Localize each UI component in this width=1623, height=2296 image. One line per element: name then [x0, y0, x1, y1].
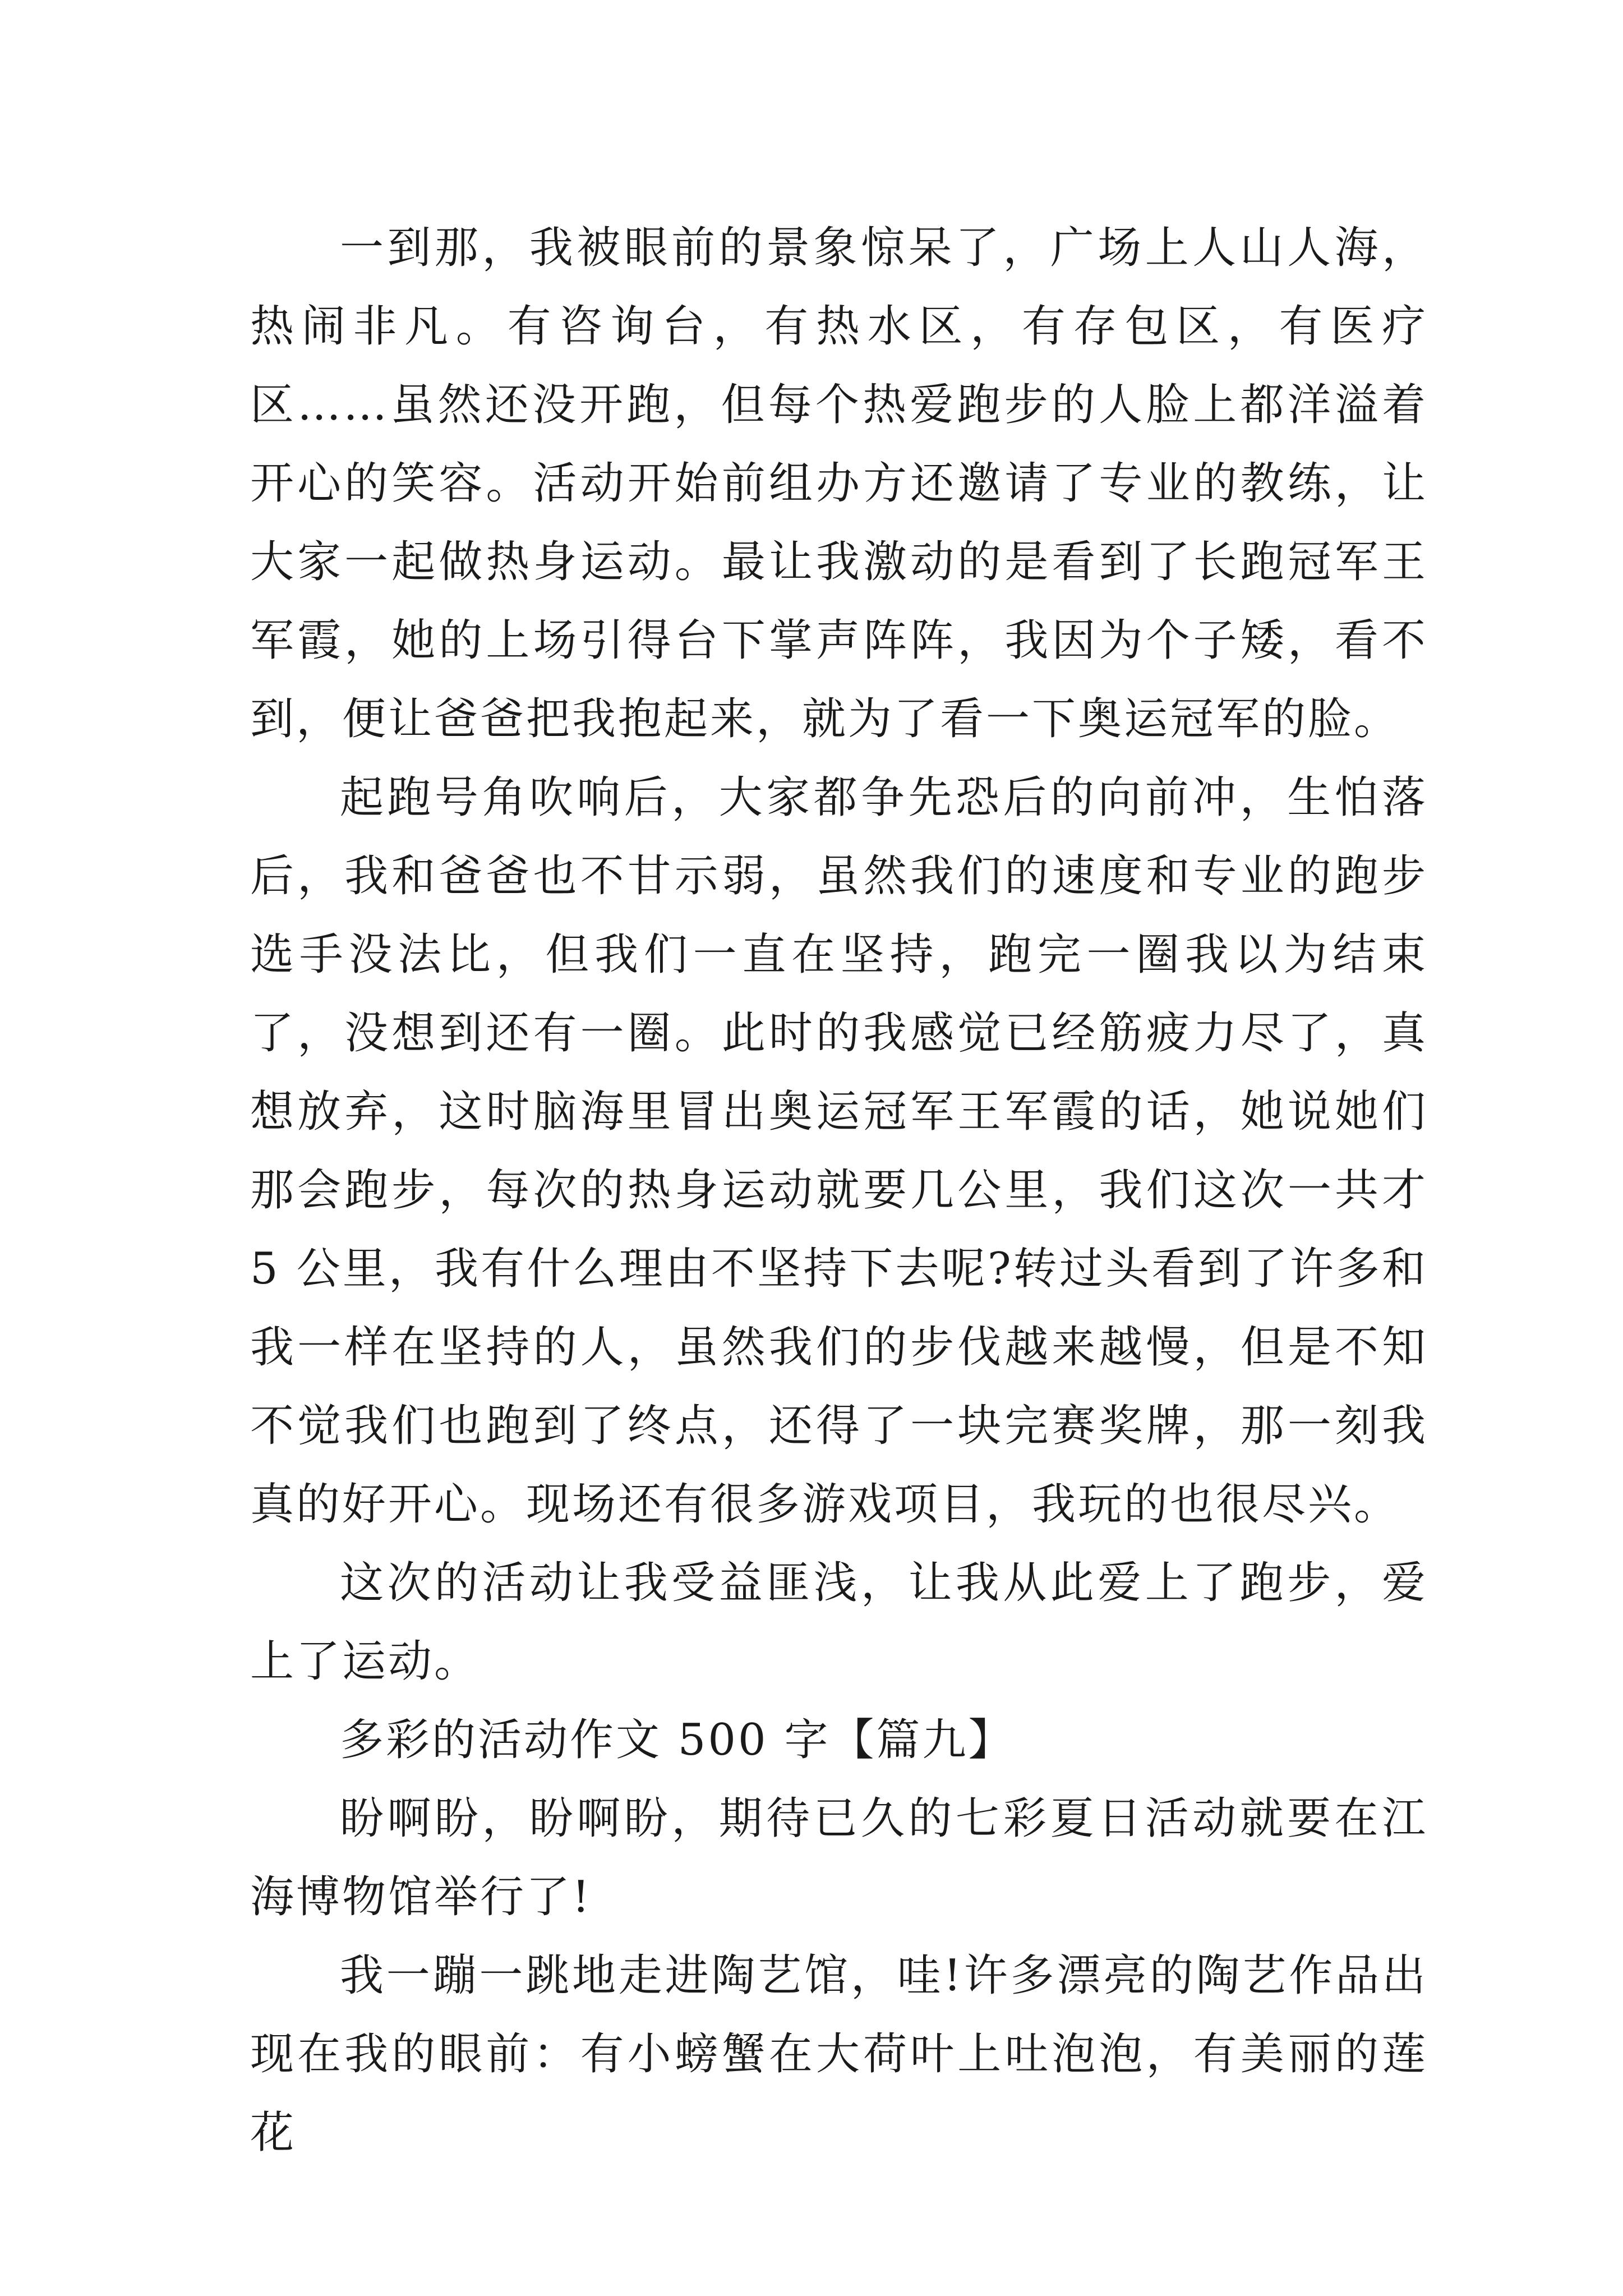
paragraph-arrival: 一到那，我被眼前的景象惊呆了，广场上人山人海，热闹非凡。有咨询台，有热水区，有存包区，有医疗区……虽然还没开跑，但每个热爱跑步的人脸上都洋溢着开心的笑容。活动开始前组办方还邀请了专业的教练，让大家一起做热身运动。最让我激动的是看到了长跑冠军王军霞，她的上场引得台下掌声阵阵，我因为个子矮，看不到，便让爸爸把我抱起来，就为了看一下奥运冠军的脸。: [250, 223, 1428, 744]
paragraph-pottery: 我一蹦一跳地走进陶艺馆，哇!许多漂亮的陶艺作品出现在我的眼前：有小螃蟹在大荷叶上吐泡泡，有美丽的莲花: [250, 1950, 1428, 2158]
paragraph-conclusion: 这次的活动让我受益匪浅，让我从此爱上了跑步，爱上了运动。: [250, 1558, 1428, 1687]
paragraph-race: 起跑号角吹响后，大家都争先恐后的向前冲，生怕落后，我和爸爸也不甘示弱，虽然我们的速度和专业的跑步选手没法比，但我们一直在坚持，跑完一圈我以为结束了，没想到还有一圈。此时的我感觉已经筋疲力尽了，真想放弃，这时脑海里冒出奥运冠军王军霞的话，她说她们那会跑步，每次的热身运动就要几公里，我们这次一共才 5 公里，我有什么理由不坚持下去呢?转过头看到了许多和我一样在坚持的人，虽然我们的步伐越来越慢，但是不知不觉我们也跑到了终点，还得了一块完赛奖牌，那一刻我真的好开心。现场还有很多游戏项目，我玩的也很尽兴。: [250, 772, 1428, 1530]
document-body: [250, 209, 1428, 2172]
paragraph-anticipation: 盼啊盼，盼啊盼，期待已久的七彩夏日活动就要在江海博物馆举行了!: [250, 1793, 1428, 1922]
section-heading: 多彩的活动作文 500 字【篇九】: [340, 1715, 1015, 1765]
